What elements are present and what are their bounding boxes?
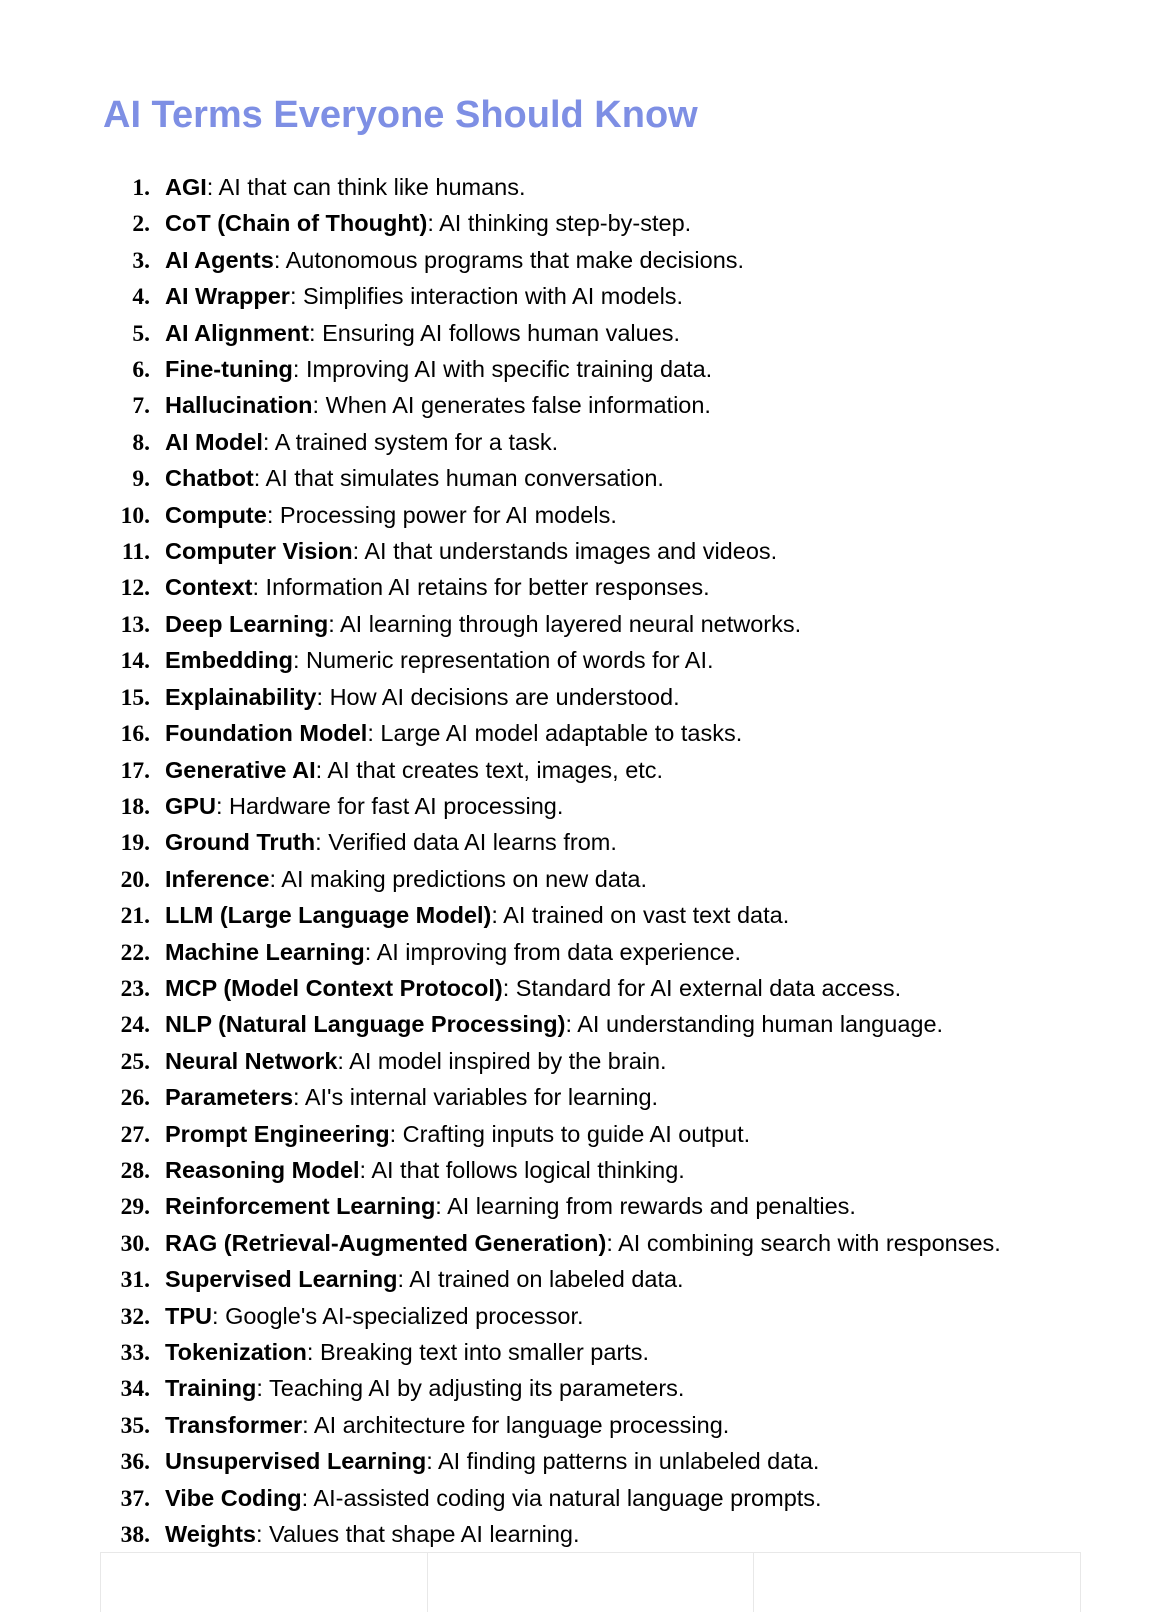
term-separator: : xyxy=(255,1521,270,1548)
term-definition: AI that creates text, images, etc. xyxy=(327,756,664,783)
term-name: Supervised Learning xyxy=(165,1266,398,1293)
term-name: AI Model xyxy=(165,428,263,455)
list-item xyxy=(103,1408,1060,1444)
term-number: 15. xyxy=(120,684,150,711)
term-text xyxy=(165,716,1059,751)
term-number: 7. xyxy=(132,393,150,420)
term-text xyxy=(165,1153,1059,1188)
table-cell xyxy=(427,1553,754,1612)
term-number: 29. xyxy=(120,1194,150,1221)
term-text xyxy=(165,1117,1059,1152)
term-number: 30. xyxy=(120,1230,150,1257)
term-separator: : xyxy=(359,1156,372,1183)
term-name: Reinforcement Learning xyxy=(165,1193,436,1220)
list-item xyxy=(103,461,1060,497)
term-name: Generative AI xyxy=(165,756,316,783)
term-number: 18. xyxy=(120,793,150,820)
term-definition: AI that follows logical thinking. xyxy=(371,1156,685,1183)
term-name: CoT (Chain of Thought) xyxy=(165,210,428,237)
term-name: Foundation Model xyxy=(165,720,368,747)
term-definition: AI model inspired by the brain. xyxy=(349,1047,667,1074)
term-number: 19. xyxy=(120,830,150,857)
term-number: 24. xyxy=(120,1012,150,1039)
term-separator: : xyxy=(266,501,280,528)
term-separator: : xyxy=(256,1375,270,1402)
term-definition: AI-assisted coding via natural language prompts. xyxy=(313,1484,822,1511)
term-separator: : xyxy=(312,392,326,419)
term-number: 17. xyxy=(120,757,150,784)
term-number: 4. xyxy=(132,284,150,311)
term-definition: AI trained on vast text data. xyxy=(503,902,790,929)
list-item xyxy=(103,680,1060,716)
list-item xyxy=(103,825,1060,861)
list-item xyxy=(103,498,1060,534)
term-text xyxy=(165,279,1059,314)
term-number: 14. xyxy=(120,648,150,675)
term-number: 5. xyxy=(132,320,150,347)
term-separator: : xyxy=(215,792,229,819)
term-separator: : xyxy=(292,647,307,674)
term-definition: Standard for AI external data access. xyxy=(515,974,902,1001)
term-definition: AI that understands images and videos. xyxy=(364,538,778,565)
term-separator: : xyxy=(427,210,440,237)
term-text xyxy=(165,862,1059,897)
term-definition: Autonomous programs that make decisions. xyxy=(285,246,745,273)
term-text xyxy=(165,643,1059,678)
list-item xyxy=(103,206,1060,242)
term-number: 11. xyxy=(121,539,150,566)
term-name: Reasoning Model xyxy=(165,1156,360,1183)
list-item xyxy=(103,1080,1060,1116)
term-definition: A trained system for a task. xyxy=(274,428,559,455)
term-text xyxy=(165,935,1059,970)
term-definition: Simplifies interaction with AI models. xyxy=(303,283,684,310)
term-definition: AI's internal variables for learning. xyxy=(304,1084,659,1111)
term-name: Embedding xyxy=(165,647,293,674)
term-number: 32. xyxy=(120,1303,150,1330)
term-text xyxy=(165,898,1059,933)
term-text xyxy=(165,425,1059,460)
term-separator: : xyxy=(262,428,275,455)
term-definition: Processing power for AI models. xyxy=(279,501,617,528)
list-item xyxy=(103,1226,1060,1262)
term-name: Tokenization xyxy=(165,1339,307,1365)
term-number: 12. xyxy=(120,575,150,602)
term-name: Weights xyxy=(165,1521,256,1548)
term-definition: Crafting inputs to guide AI output. xyxy=(402,1120,751,1147)
term-definition: Large AI model adaptable to tasks. xyxy=(380,720,743,747)
list-item xyxy=(103,1444,1060,1480)
term-definition: Hardware for fast AI processing. xyxy=(229,792,564,819)
terms-list xyxy=(103,170,1060,1553)
term-name: Computer Vision xyxy=(165,538,353,565)
term-name: Chatbot xyxy=(165,465,254,492)
list-item xyxy=(103,971,1060,1007)
list-item xyxy=(103,1371,1060,1407)
term-text xyxy=(165,1481,1059,1516)
term-text xyxy=(165,1080,1059,1115)
term-definition: AI trained on labeled data. xyxy=(409,1266,684,1293)
term-separator: : xyxy=(606,1229,619,1256)
term-number: 22. xyxy=(120,939,150,966)
term-separator: : xyxy=(389,1120,403,1147)
list-item xyxy=(103,643,1060,679)
term-separator: : xyxy=(289,283,303,310)
term-text xyxy=(165,753,1059,788)
term-name: Fine-tuning xyxy=(165,356,293,383)
list-item xyxy=(103,1299,1060,1335)
term-separator: : xyxy=(364,938,377,965)
term-name: TPU xyxy=(165,1302,212,1329)
term-name: RAG (Retrieval-Augmented Generation) xyxy=(165,1229,607,1256)
term-definition: Improving AI with specific training data. xyxy=(305,356,713,383)
list-item xyxy=(103,170,1060,206)
list-item xyxy=(103,570,1060,606)
term-name: NLP (Natural Language Processing) xyxy=(165,1011,566,1038)
term-definition: AI architecture for language processing. xyxy=(313,1411,730,1438)
term-name: AGI xyxy=(165,174,207,200)
term-number: 8. xyxy=(132,429,150,456)
term-text xyxy=(165,206,1059,241)
list-item xyxy=(103,1153,1060,1189)
term-definition: Teaching AI by adjusting its parameters. xyxy=(269,1375,685,1402)
term-definition: AI that simulates human conversation. xyxy=(265,465,664,492)
term-definition: AI that can think like humans. xyxy=(218,174,526,200)
term-text xyxy=(165,316,1059,351)
list-item xyxy=(103,862,1060,898)
term-number: 27. xyxy=(120,1121,150,1148)
term-text xyxy=(165,1007,1059,1042)
term-text xyxy=(165,170,1059,205)
term-separator: : xyxy=(269,865,282,892)
term-number: 26. xyxy=(120,1085,150,1112)
table-cell xyxy=(101,1553,427,1612)
term-separator: : xyxy=(397,1266,410,1293)
term-name: Hallucination xyxy=(165,392,313,419)
list-item xyxy=(103,753,1060,789)
term-name: LLM (Large Language Model) xyxy=(165,902,492,929)
term-number: 20. xyxy=(120,866,150,893)
list-item xyxy=(103,1117,1060,1153)
term-definition: Google's AI-specialized processor. xyxy=(225,1302,584,1329)
term-name: Neural Network xyxy=(165,1047,338,1074)
term-separator: : xyxy=(502,974,516,1001)
term-number: 38. xyxy=(120,1522,150,1549)
list-item xyxy=(103,1007,1060,1043)
term-separator: : xyxy=(316,683,330,710)
list-item xyxy=(103,352,1060,388)
term-definition: When AI generates false information. xyxy=(325,392,711,419)
term-separator: : xyxy=(273,246,286,273)
list-item xyxy=(103,607,1060,643)
term-number: 36. xyxy=(120,1449,150,1476)
term-text xyxy=(165,1044,1059,1079)
term-number: 13. xyxy=(120,611,150,638)
list-item xyxy=(103,1481,1060,1517)
term-definition: Numeric representation of words for AI. xyxy=(306,647,714,674)
term-definition: Information AI retains for better responses. xyxy=(265,574,710,601)
term-number: 23. xyxy=(120,975,150,1002)
term-separator: : xyxy=(315,829,329,856)
list-item xyxy=(103,425,1060,461)
list-item xyxy=(103,935,1060,971)
term-number: 3. xyxy=(132,247,150,274)
bottom-table xyxy=(100,1552,1081,1612)
term-text xyxy=(165,680,1059,715)
term-definition: Breaking text into smaller parts. xyxy=(319,1339,650,1365)
term-separator: : xyxy=(315,756,328,783)
term-number: 31. xyxy=(120,1267,150,1294)
term-separator: : xyxy=(301,1484,314,1511)
term-separator: : xyxy=(309,319,323,346)
term-separator: : xyxy=(565,1011,578,1038)
term-separator: : xyxy=(292,356,306,383)
list-item xyxy=(103,279,1060,315)
term-text xyxy=(165,498,1059,533)
list-item xyxy=(103,388,1060,424)
term-name: Context xyxy=(165,574,253,601)
term-text xyxy=(165,388,1059,423)
term-separator: : xyxy=(302,1411,314,1438)
term-text xyxy=(165,534,1059,569)
term-text xyxy=(165,461,1059,496)
term-text xyxy=(165,1408,1059,1443)
list-item xyxy=(103,1517,1060,1553)
term-number: 37. xyxy=(120,1485,150,1512)
term-definition: How AI decisions are understood. xyxy=(329,683,680,710)
term-text xyxy=(165,1262,1059,1297)
term-name: Inference xyxy=(165,865,270,892)
term-name: Transformer xyxy=(165,1411,303,1438)
term-definition: AI making predictions on new data. xyxy=(281,865,648,892)
term-text xyxy=(165,1299,1059,1334)
term-text xyxy=(165,1371,1059,1406)
term-number: 1. xyxy=(132,175,150,201)
term-definition: AI improving from data experience. xyxy=(376,938,741,965)
term-number: 21. xyxy=(120,903,150,930)
term-separator: : xyxy=(491,902,504,929)
term-name: AI Agents xyxy=(165,246,274,273)
list-item xyxy=(103,716,1060,752)
term-separator: : xyxy=(328,610,340,637)
term-text xyxy=(165,1517,1059,1552)
list-item xyxy=(103,316,1060,352)
list-item xyxy=(103,898,1060,934)
term-text xyxy=(165,607,1059,642)
term-definition: AI thinking step-by-step. xyxy=(439,210,692,237)
term-name: Training xyxy=(165,1375,257,1402)
term-definition: AI learning from rewards and penalties. xyxy=(447,1193,856,1220)
term-number: 28. xyxy=(120,1157,150,1184)
term-name: Parameters xyxy=(165,1084,294,1111)
list-item xyxy=(103,1335,1060,1371)
term-name: Unsupervised Learning xyxy=(165,1448,427,1475)
term-number: 9. xyxy=(132,466,150,493)
term-number: 34. xyxy=(120,1376,150,1403)
term-name: AI Wrapper xyxy=(165,283,290,310)
term-separator: : xyxy=(367,720,381,747)
list-item xyxy=(103,243,1060,279)
list-item xyxy=(103,1044,1060,1080)
term-definition: Ensuring AI follows human values. xyxy=(322,319,681,346)
term-separator: : xyxy=(426,1448,438,1475)
term-text xyxy=(165,1189,1059,1224)
term-separator: : xyxy=(337,1047,350,1074)
term-name: Compute xyxy=(165,501,267,528)
term-definition: AI finding patterns in unlabeled data. xyxy=(437,1448,820,1475)
term-separator: : xyxy=(212,1302,226,1329)
term-name: GPU xyxy=(165,792,216,819)
term-definition: AI combining search with responses. xyxy=(618,1229,1001,1256)
term-definition: AI learning through layered neural networks. xyxy=(340,610,802,637)
term-text xyxy=(165,1444,1059,1479)
list-item xyxy=(103,1189,1060,1225)
page-title: AI Terms Everyone Should Know xyxy=(103,94,698,136)
term-separator: : xyxy=(293,1084,305,1111)
term-text xyxy=(165,352,1059,387)
term-name: Deep Learning xyxy=(165,610,329,637)
term-separator: : xyxy=(252,574,266,601)
term-separator: : xyxy=(206,174,219,200)
term-name: Ground Truth xyxy=(165,829,316,856)
term-text xyxy=(165,789,1059,824)
term-name: Vibe Coding xyxy=(165,1484,302,1511)
term-number: 6. xyxy=(132,357,150,384)
term-name: Machine Learning xyxy=(165,938,365,965)
term-text xyxy=(165,243,1059,278)
list-item xyxy=(103,534,1060,570)
term-text xyxy=(165,1335,1059,1370)
term-number: 35. xyxy=(120,1412,150,1439)
term-name: MCP (Model Context Protocol) xyxy=(165,974,503,1001)
term-text xyxy=(165,825,1059,860)
term-separator: : xyxy=(435,1193,448,1220)
term-number: 16. xyxy=(120,721,150,748)
term-definition: Verified data AI learns from. xyxy=(328,829,617,856)
term-name: Prompt Engineering xyxy=(165,1120,390,1147)
term-definition: AI understanding human language. xyxy=(577,1011,944,1038)
list-item xyxy=(103,1262,1060,1298)
term-name: AI Alignment xyxy=(165,319,310,346)
term-number: 2. xyxy=(132,211,150,238)
term-name: Explainability xyxy=(165,683,317,710)
term-number: 25. xyxy=(120,1048,150,1075)
term-separator: : xyxy=(253,465,266,492)
term-number: 33. xyxy=(120,1340,150,1366)
term-text xyxy=(165,1226,1059,1261)
table-cell xyxy=(753,1553,1080,1612)
list-item xyxy=(103,789,1060,825)
term-definition: Values that shape AI learning. xyxy=(269,1521,580,1548)
term-text xyxy=(165,971,1059,1006)
term-text xyxy=(165,570,1059,605)
term-separator: : xyxy=(352,538,365,565)
term-separator: : xyxy=(306,1339,320,1365)
term-number: 10. xyxy=(120,502,150,529)
